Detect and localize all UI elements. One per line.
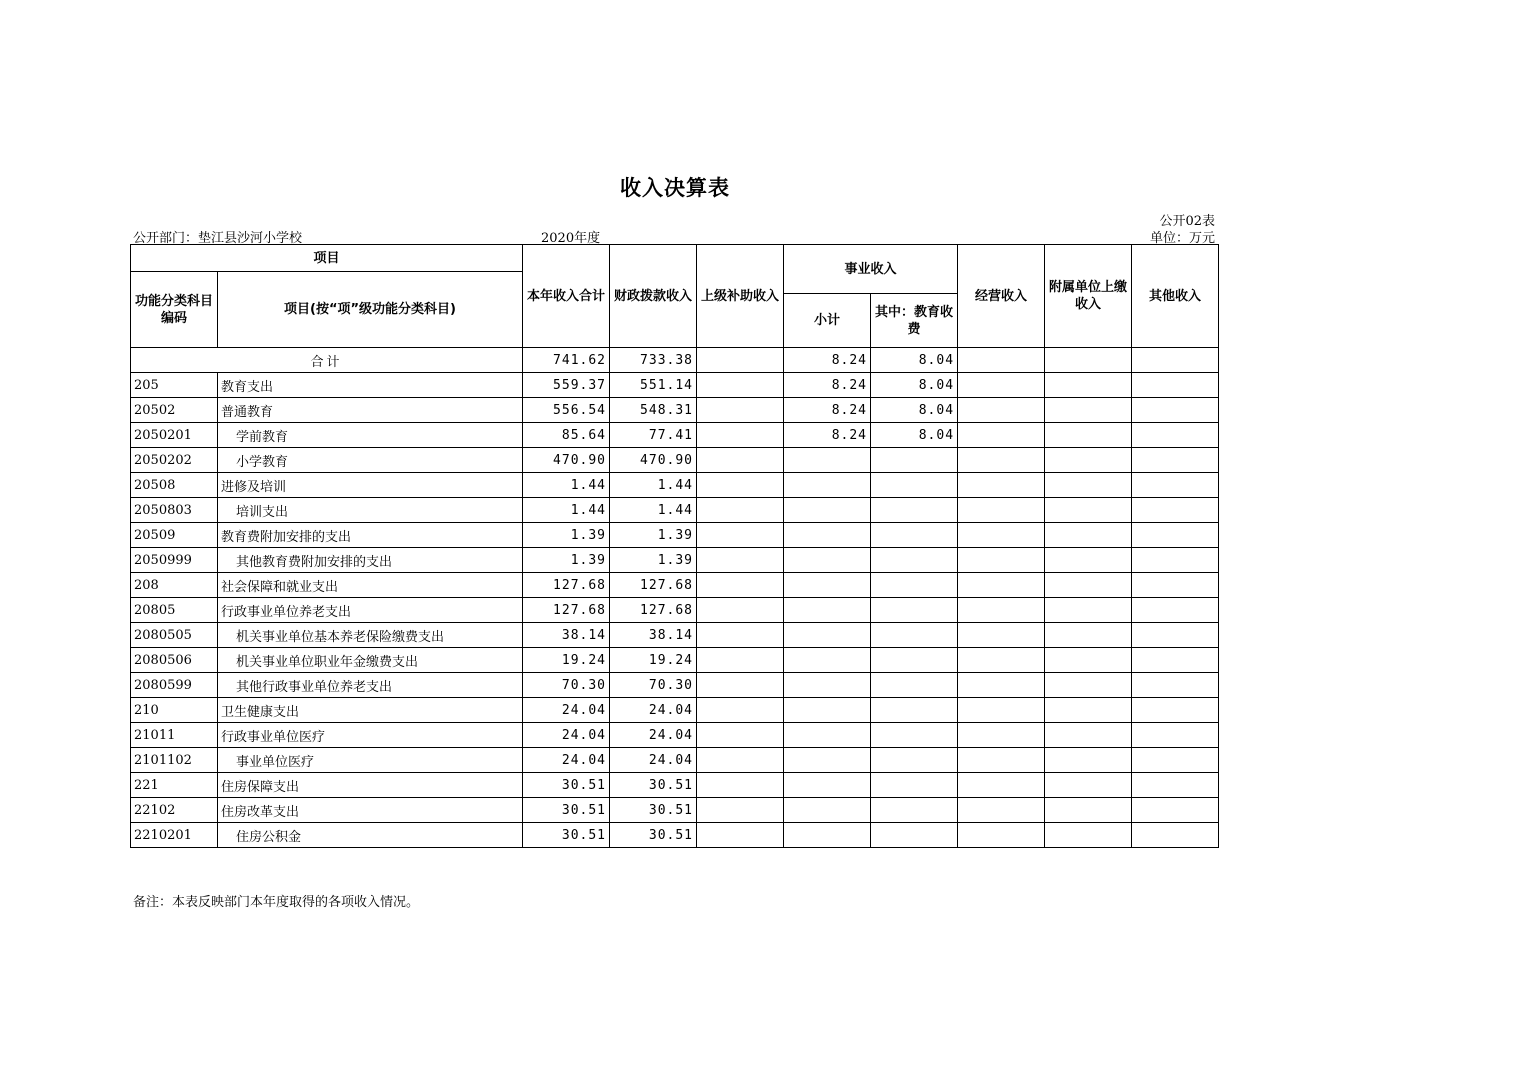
total-income-cell: 38.14 xyxy=(523,623,610,648)
subtotal-cell xyxy=(784,573,871,598)
edu-fee-cell xyxy=(871,698,958,723)
code-cell: 2050803 xyxy=(131,498,218,523)
total-income-cell: 127.68 xyxy=(523,573,610,598)
code-cell: 21011 xyxy=(131,723,218,748)
superior-cell xyxy=(697,573,784,598)
operating-cell xyxy=(958,598,1045,623)
superior-cell xyxy=(697,423,784,448)
table-row xyxy=(131,698,1219,723)
subtotal-cell: 8.24 xyxy=(784,423,871,448)
table-row xyxy=(131,673,1219,698)
other-cell xyxy=(1132,798,1219,823)
operating-cell xyxy=(958,448,1045,473)
affiliated-cell xyxy=(1045,523,1132,548)
superior-cell xyxy=(697,598,784,623)
other-cell xyxy=(1132,823,1219,848)
other-cell xyxy=(1132,373,1219,398)
total-row xyxy=(131,348,1219,373)
superior-cell xyxy=(697,698,784,723)
superior-cell xyxy=(697,398,784,423)
edu-fee-cell xyxy=(871,773,958,798)
other-cell xyxy=(1132,648,1219,673)
header-subtotal: 小计 xyxy=(784,294,871,348)
code-cell: 221 xyxy=(131,773,218,798)
subtotal-cell xyxy=(784,623,871,648)
edu-fee-cell xyxy=(871,498,958,523)
table-row xyxy=(131,448,1219,473)
code-cell: 20805 xyxy=(131,598,218,623)
edu-fee-cell xyxy=(871,748,958,773)
affiliated-cell xyxy=(1045,698,1132,723)
fiscal-cell: 19.24 xyxy=(610,648,697,673)
affiliated-cell xyxy=(1045,823,1132,848)
superior-cell xyxy=(697,498,784,523)
header-business-income: 事业收入 xyxy=(784,245,958,294)
table-row xyxy=(131,548,1219,573)
edu-fee-cell xyxy=(871,723,958,748)
code-cell: 22102 xyxy=(131,798,218,823)
code-cell: 2080505 xyxy=(131,623,218,648)
operating-cell xyxy=(958,748,1045,773)
affiliated-cell xyxy=(1045,773,1132,798)
header-affiliated-income: 附属单位上缴收入 xyxy=(1045,245,1132,348)
subtotal-cell: 8.24 xyxy=(784,373,871,398)
affiliated-cell xyxy=(1045,473,1132,498)
affiliated-cell xyxy=(1045,548,1132,573)
operating-cell xyxy=(958,573,1045,598)
header-total-income: 本年收入合计 xyxy=(523,245,610,348)
table-row xyxy=(131,423,1219,448)
name-cell: 培训支出 xyxy=(218,498,523,523)
total-superior-cell xyxy=(697,348,784,373)
edu-fee-cell: 8.04 xyxy=(871,373,958,398)
subtotal-cell xyxy=(784,798,871,823)
affiliated-cell xyxy=(1045,598,1132,623)
name-cell: 学前教育 xyxy=(218,423,523,448)
affiliated-cell xyxy=(1045,398,1132,423)
subtotal-cell xyxy=(784,748,871,773)
code-cell: 205 xyxy=(131,373,218,398)
total-income-cell: 19.24 xyxy=(523,648,610,673)
edu-fee-cell: 8.04 xyxy=(871,423,958,448)
affiliated-cell xyxy=(1045,623,1132,648)
subtotal-cell xyxy=(784,723,871,748)
table-note: 备注：本表反映部门本年度取得的各项收入情况。 xyxy=(133,895,420,910)
edu-fee-cell xyxy=(871,548,958,573)
superior-cell xyxy=(697,648,784,673)
fiscal-cell: 470.90 xyxy=(610,448,697,473)
superior-cell xyxy=(697,748,784,773)
table-row xyxy=(131,648,1219,673)
name-cell: 机关事业单位职业年金缴费支出 xyxy=(218,648,523,673)
total-label: 合计 xyxy=(131,348,523,373)
total-income-cell: 470.90 xyxy=(523,448,610,473)
other-cell xyxy=(1132,573,1219,598)
subtotal-cell xyxy=(784,698,871,723)
operating-cell xyxy=(958,373,1045,398)
total-fiscal-cell: 733.38 xyxy=(610,348,697,373)
superior-cell xyxy=(697,448,784,473)
total-income-cell: 30.51 xyxy=(523,773,610,798)
code-cell: 208 xyxy=(131,573,218,598)
name-cell: 住房保障支出 xyxy=(218,773,523,798)
fiscal-cell: 1.44 xyxy=(610,498,697,523)
page-title: 收入决算表 xyxy=(620,176,730,200)
table-row xyxy=(131,573,1219,598)
affiliated-cell xyxy=(1045,498,1132,523)
superior-cell xyxy=(697,473,784,498)
other-cell xyxy=(1132,773,1219,798)
fiscal-cell: 70.30 xyxy=(610,673,697,698)
code-cell: 2080599 xyxy=(131,673,218,698)
edu-fee-cell xyxy=(871,573,958,598)
name-cell: 住房改革支出 xyxy=(218,798,523,823)
name-cell: 普通教育 xyxy=(218,398,523,423)
header-superior-subsidy: 上级补助收入 xyxy=(697,245,784,348)
total-income-cell: 1.39 xyxy=(523,548,610,573)
name-cell: 社会保障和就业支出 xyxy=(218,573,523,598)
total-income-cell: 556.54 xyxy=(523,398,610,423)
table-row xyxy=(131,748,1219,773)
total-income-cell: 24.04 xyxy=(523,748,610,773)
name-cell: 小学教育 xyxy=(218,448,523,473)
code-cell: 2050999 xyxy=(131,548,218,573)
operating-cell xyxy=(958,548,1045,573)
total-operating-cell xyxy=(958,348,1045,373)
code-cell: 20502 xyxy=(131,398,218,423)
superior-cell xyxy=(697,548,784,573)
total-income-cell: 30.51 xyxy=(523,823,610,848)
name-cell: 住房公积金 xyxy=(218,823,523,848)
operating-cell xyxy=(958,798,1045,823)
table-row xyxy=(131,798,1219,823)
total-income-cell: 559.37 xyxy=(523,373,610,398)
operating-cell xyxy=(958,523,1045,548)
affiliated-cell xyxy=(1045,798,1132,823)
superior-cell xyxy=(697,773,784,798)
table-header xyxy=(131,245,1219,348)
operating-cell xyxy=(958,398,1045,423)
header-fiscal-appropriation: 财政拨款收入 xyxy=(610,245,697,348)
table-row xyxy=(131,473,1219,498)
fiscal-cell: 548.31 xyxy=(610,398,697,423)
other-cell xyxy=(1132,523,1219,548)
unit-label: 单位：万元 xyxy=(1149,231,1215,246)
form-number: 公开02表 xyxy=(1159,214,1215,229)
subtotal-cell xyxy=(784,473,871,498)
edu-fee-cell xyxy=(871,598,958,623)
fiscal-cell: 24.04 xyxy=(610,698,697,723)
total-income-cell: 1.44 xyxy=(523,473,610,498)
code-cell: 2050202 xyxy=(131,448,218,473)
other-cell xyxy=(1132,398,1219,423)
operating-cell xyxy=(958,648,1045,673)
table-row xyxy=(131,623,1219,648)
affiliated-cell xyxy=(1045,723,1132,748)
operating-cell xyxy=(958,623,1045,648)
income-table xyxy=(130,244,1219,848)
table-row xyxy=(131,823,1219,848)
header-edu-fee: 其中：教育收费 xyxy=(871,294,958,348)
edu-fee-cell xyxy=(871,523,958,548)
subtotal-cell xyxy=(784,598,871,623)
subtotal-cell xyxy=(784,773,871,798)
table-row xyxy=(131,373,1219,398)
header-operating-income: 经营收入 xyxy=(958,245,1045,348)
operating-cell xyxy=(958,723,1045,748)
total-income-cell: 24.04 xyxy=(523,698,610,723)
operating-cell xyxy=(958,698,1045,723)
table-row xyxy=(131,523,1219,548)
table-row xyxy=(131,398,1219,423)
fiscal-cell: 1.39 xyxy=(610,523,697,548)
name-cell: 其他教育费附加安排的支出 xyxy=(218,548,523,573)
superior-cell xyxy=(697,723,784,748)
code-cell: 2101102 xyxy=(131,748,218,773)
affiliated-cell xyxy=(1045,423,1132,448)
name-cell: 事业单位医疗 xyxy=(218,748,523,773)
header-item: 项目 xyxy=(131,245,523,272)
affiliated-cell xyxy=(1045,648,1132,673)
other-cell xyxy=(1132,723,1219,748)
other-cell xyxy=(1132,698,1219,723)
name-cell: 机关事业单位基本养老保险缴费支出 xyxy=(218,623,523,648)
other-cell xyxy=(1132,598,1219,623)
other-cell xyxy=(1132,498,1219,523)
operating-cell xyxy=(958,498,1045,523)
edu-fee-cell xyxy=(871,448,958,473)
subtotal-cell xyxy=(784,673,871,698)
fiscal-year-label: 2020年度 xyxy=(541,231,601,246)
operating-cell xyxy=(958,673,1045,698)
name-cell: 进修及培训 xyxy=(218,473,523,498)
code-cell: 2210201 xyxy=(131,823,218,848)
header-name: 项目(按“项”级功能分类科目) xyxy=(218,272,523,348)
subtotal-cell xyxy=(784,498,871,523)
fiscal-cell: 1.39 xyxy=(610,548,697,573)
fiscal-cell: 77.41 xyxy=(610,423,697,448)
subtotal-cell xyxy=(784,523,871,548)
department-label: 公开部门：垫江县沙河小学校 xyxy=(133,231,303,246)
edu-fee-cell xyxy=(871,798,958,823)
table-body xyxy=(131,348,1219,848)
header-code: 功能分类科目编码 xyxy=(131,272,218,348)
name-cell: 行政事业单位养老支出 xyxy=(218,598,523,623)
operating-cell xyxy=(958,423,1045,448)
total-other-cell xyxy=(1132,348,1219,373)
header-other-income: 其他收入 xyxy=(1132,245,1219,348)
table-row xyxy=(131,773,1219,798)
table-row xyxy=(131,498,1219,523)
fiscal-cell: 127.68 xyxy=(610,573,697,598)
total-income-cell: 30.51 xyxy=(523,798,610,823)
superior-cell xyxy=(697,798,784,823)
code-cell: 20508 xyxy=(131,473,218,498)
total-income-cell: 1.44 xyxy=(523,498,610,523)
total-income-cell: 1.39 xyxy=(523,523,610,548)
total-income-cell: 70.30 xyxy=(523,673,610,698)
code-cell: 2050201 xyxy=(131,423,218,448)
edu-fee-cell xyxy=(871,823,958,848)
fiscal-cell: 30.51 xyxy=(610,773,697,798)
affiliated-cell xyxy=(1045,373,1132,398)
other-cell xyxy=(1132,673,1219,698)
total-income-cell: 24.04 xyxy=(523,723,610,748)
total-edu-fee-cell: 8.04 xyxy=(871,348,958,373)
table-row xyxy=(131,598,1219,623)
operating-cell xyxy=(958,773,1045,798)
total-subtotal-cell: 8.24 xyxy=(784,348,871,373)
total-income-cell: 127.68 xyxy=(523,598,610,623)
superior-cell xyxy=(697,373,784,398)
subtotal-cell xyxy=(784,548,871,573)
fiscal-cell: 1.44 xyxy=(610,473,697,498)
subtotal-cell: 8.24 xyxy=(784,398,871,423)
name-cell: 教育支出 xyxy=(218,373,523,398)
total-income-cell: 85.64 xyxy=(523,423,610,448)
operating-cell xyxy=(958,473,1045,498)
total-income-cell: 741.62 xyxy=(523,348,610,373)
name-cell: 行政事业单位医疗 xyxy=(218,723,523,748)
other-cell xyxy=(1132,448,1219,473)
superior-cell xyxy=(697,673,784,698)
other-cell xyxy=(1132,423,1219,448)
operating-cell xyxy=(958,823,1045,848)
name-cell: 教育费附加安排的支出 xyxy=(218,523,523,548)
code-cell: 2080506 xyxy=(131,648,218,673)
other-cell xyxy=(1132,623,1219,648)
affiliated-cell xyxy=(1045,673,1132,698)
superior-cell xyxy=(697,523,784,548)
edu-fee-cell xyxy=(871,648,958,673)
code-cell: 210 xyxy=(131,698,218,723)
fiscal-cell: 30.51 xyxy=(610,823,697,848)
table-row xyxy=(131,723,1219,748)
edu-fee-cell: 8.04 xyxy=(871,398,958,423)
name-cell: 卫生健康支出 xyxy=(218,698,523,723)
edu-fee-cell xyxy=(871,673,958,698)
superior-cell xyxy=(697,623,784,648)
affiliated-cell xyxy=(1045,573,1132,598)
affiliated-cell xyxy=(1045,448,1132,473)
affiliated-cell xyxy=(1045,748,1132,773)
code-cell: 20509 xyxy=(131,523,218,548)
fiscal-cell: 127.68 xyxy=(610,598,697,623)
other-cell xyxy=(1132,748,1219,773)
name-cell: 其他行政事业单位养老支出 xyxy=(218,673,523,698)
fiscal-cell: 38.14 xyxy=(610,623,697,648)
fiscal-cell: 30.51 xyxy=(610,798,697,823)
subtotal-cell xyxy=(784,823,871,848)
fiscal-cell: 551.14 xyxy=(610,373,697,398)
superior-cell xyxy=(697,823,784,848)
total-affiliated-cell xyxy=(1045,348,1132,373)
fiscal-cell: 24.04 xyxy=(610,748,697,773)
subtotal-cell xyxy=(784,448,871,473)
edu-fee-cell xyxy=(871,623,958,648)
other-cell xyxy=(1132,473,1219,498)
subtotal-cell xyxy=(784,648,871,673)
fiscal-cell: 24.04 xyxy=(610,723,697,748)
other-cell xyxy=(1132,548,1219,573)
edu-fee-cell xyxy=(871,473,958,498)
